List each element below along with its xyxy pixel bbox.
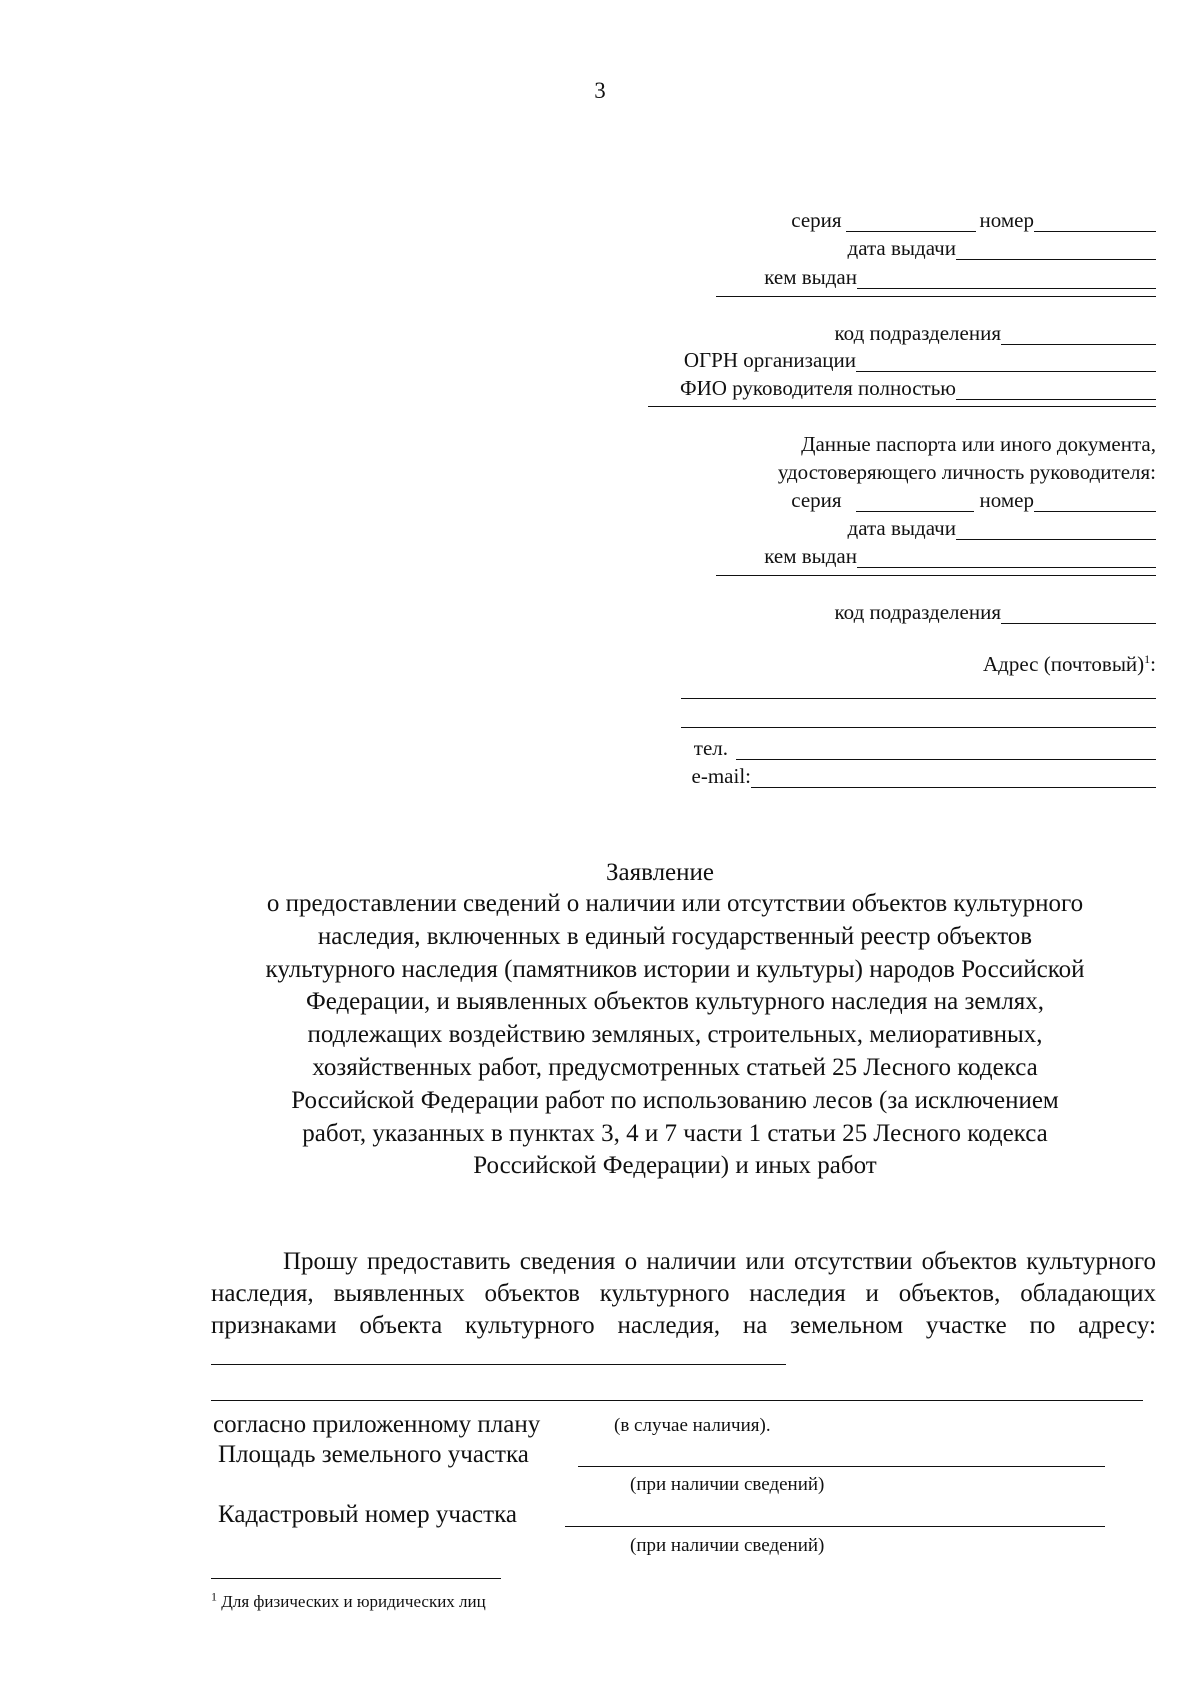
page-number: 3 <box>594 78 606 103</box>
phone-row <box>694 736 1156 760</box>
applicant-issue-date-row <box>848 236 1156 260</box>
head-issued-by-label: кем выдан <box>764 544 857 568</box>
subtitle-line: Российской Федерации работ по использованию лесов (за исключением <box>291 1086 1059 1114</box>
head-series-number-row <box>791 488 1156 512</box>
head-series-field[interactable] <box>856 491 974 512</box>
land-address-field[interactable] <box>211 1344 786 1365</box>
subtitle-line: наследия, включенных в единый государственный реестр объектов <box>317 922 1033 950</box>
area-field[interactable] <box>578 1466 1105 1467</box>
series-label: серия <box>791 208 842 232</box>
statement-title: Заявление <box>605 859 715 886</box>
address-label-row <box>983 652 1156 676</box>
subtitle-line: Российской Федерации) и иных работ <box>473 1152 877 1180</box>
head-division-code-row <box>835 600 1156 624</box>
phone-field[interactable] <box>736 739 1156 760</box>
email-label: e-mail: <box>691 764 751 788</box>
subtitle-line: подлежащих воздействию земляных, строительных, мелиоративных, <box>307 1021 1043 1049</box>
footnote <box>211 1589 486 1612</box>
plan-note: (в случае наличия). <box>614 1415 771 1436</box>
head-document-heading-1: Данные паспорта или иного документа, <box>801 432 1156 456</box>
ogrn-row <box>684 348 1156 372</box>
applicant-division-code-row <box>835 321 1156 345</box>
area-label: Площадь земельного участка <box>218 1441 529 1468</box>
address-colon: : <box>1150 652 1156 676</box>
head-issued-by-row <box>764 544 1156 568</box>
issued-by-label: кем выдан <box>764 265 857 289</box>
head-fio-label: ФИО руководителя полностью <box>680 376 956 400</box>
subtitle-line: о предоставлении сведений о наличии или отсутствии объектов культурного <box>266 890 1084 917</box>
cadastral-hint: (при наличии сведений) <box>630 1535 825 1556</box>
head-document-heading-2: удостоверяющего личность руководителя: <box>777 460 1156 484</box>
division-code-field[interactable] <box>1001 324 1156 345</box>
head-number-field[interactable] <box>1034 491 1156 512</box>
cadastral-field[interactable] <box>565 1526 1105 1527</box>
head-issued-by-field[interactable] <box>857 547 1156 568</box>
head-issue-date-row <box>848 516 1156 540</box>
address-line-1[interactable] <box>681 698 1156 699</box>
head-division-code-field[interactable] <box>1001 603 1156 624</box>
head-fio-field[interactable] <box>956 379 1156 400</box>
head-issue-date-field[interactable] <box>956 519 1156 540</box>
subtitle-line: культурного наследия (памятников истории и культуры) народов Российской <box>265 955 1085 983</box>
address-line-2[interactable] <box>681 727 1156 728</box>
request-paragraph <box>211 1246 1156 1374</box>
ogrn-field[interactable] <box>856 351 1156 372</box>
head-division-code-label: код подразделения <box>834 600 1001 624</box>
issued-by-field[interactable] <box>857 268 1156 289</box>
footnote-mark: 1 <box>211 1589 217 1604</box>
address-footnote-mark: 1 <box>1144 652 1151 666</box>
applicant-series-number-row <box>791 208 1156 232</box>
series-field[interactable] <box>846 211 976 232</box>
plan-label: согласно приложенному плану <box>213 1411 541 1438</box>
request-text: Прошу предоставить сведения о наличии или отсутствии объектов культурного наследия, выявленных объектов культурного наследия и объектов, обладающих признаками объекта культурного наследия, на земельном участке по адресу: <box>211 1248 1156 1339</box>
head-fio-row <box>680 376 1156 400</box>
subtitle-line: работ, указанных в пунктах 3, 4 и 7 части 1 статьи 25 Лесного кодекса <box>302 1119 1048 1147</box>
number-label: номер <box>979 208 1034 232</box>
land-address-continuation-line[interactable] <box>211 1400 1143 1401</box>
issue-date-field[interactable] <box>956 239 1156 260</box>
head-fio-continuation-line[interactable] <box>648 406 1156 407</box>
area-hint: (при наличии сведений) <box>630 1474 825 1495</box>
email-field[interactable] <box>751 767 1156 788</box>
head-issued-by-continuation-line[interactable] <box>716 575 1156 576</box>
email-row <box>692 764 1156 788</box>
ogrn-label: ОГРН организации <box>683 348 856 372</box>
phone-label: тел. <box>693 736 728 760</box>
statement-subtitle <box>180 888 1170 1183</box>
subtitle-line: хозяйственных работ, предусмотренных статьей 25 Лесного кодекса <box>312 1053 1038 1081</box>
number-field[interactable] <box>1034 211 1156 232</box>
head-series-label: серия <box>791 488 842 512</box>
issue-date-label: дата выдачи <box>847 236 956 260</box>
footnote-separator <box>211 1578 501 1579</box>
applicant-issued-by-row <box>764 265 1156 289</box>
cadastral-label: Кадастровый номер участка <box>218 1501 517 1528</box>
subtitle-line: Федерации, и выявленных объектов культурного наследия на землях, <box>305 988 1045 1016</box>
issued-by-continuation-line[interactable] <box>716 296 1156 297</box>
address-label: Адрес (почтовый) <box>982 652 1145 676</box>
division-code-label: код подразделения <box>834 321 1001 345</box>
head-issue-date-label: дата выдачи <box>847 516 956 540</box>
head-number-label: номер <box>979 488 1034 512</box>
footnote-text: Для физических и юридических лиц <box>221 1592 486 1611</box>
